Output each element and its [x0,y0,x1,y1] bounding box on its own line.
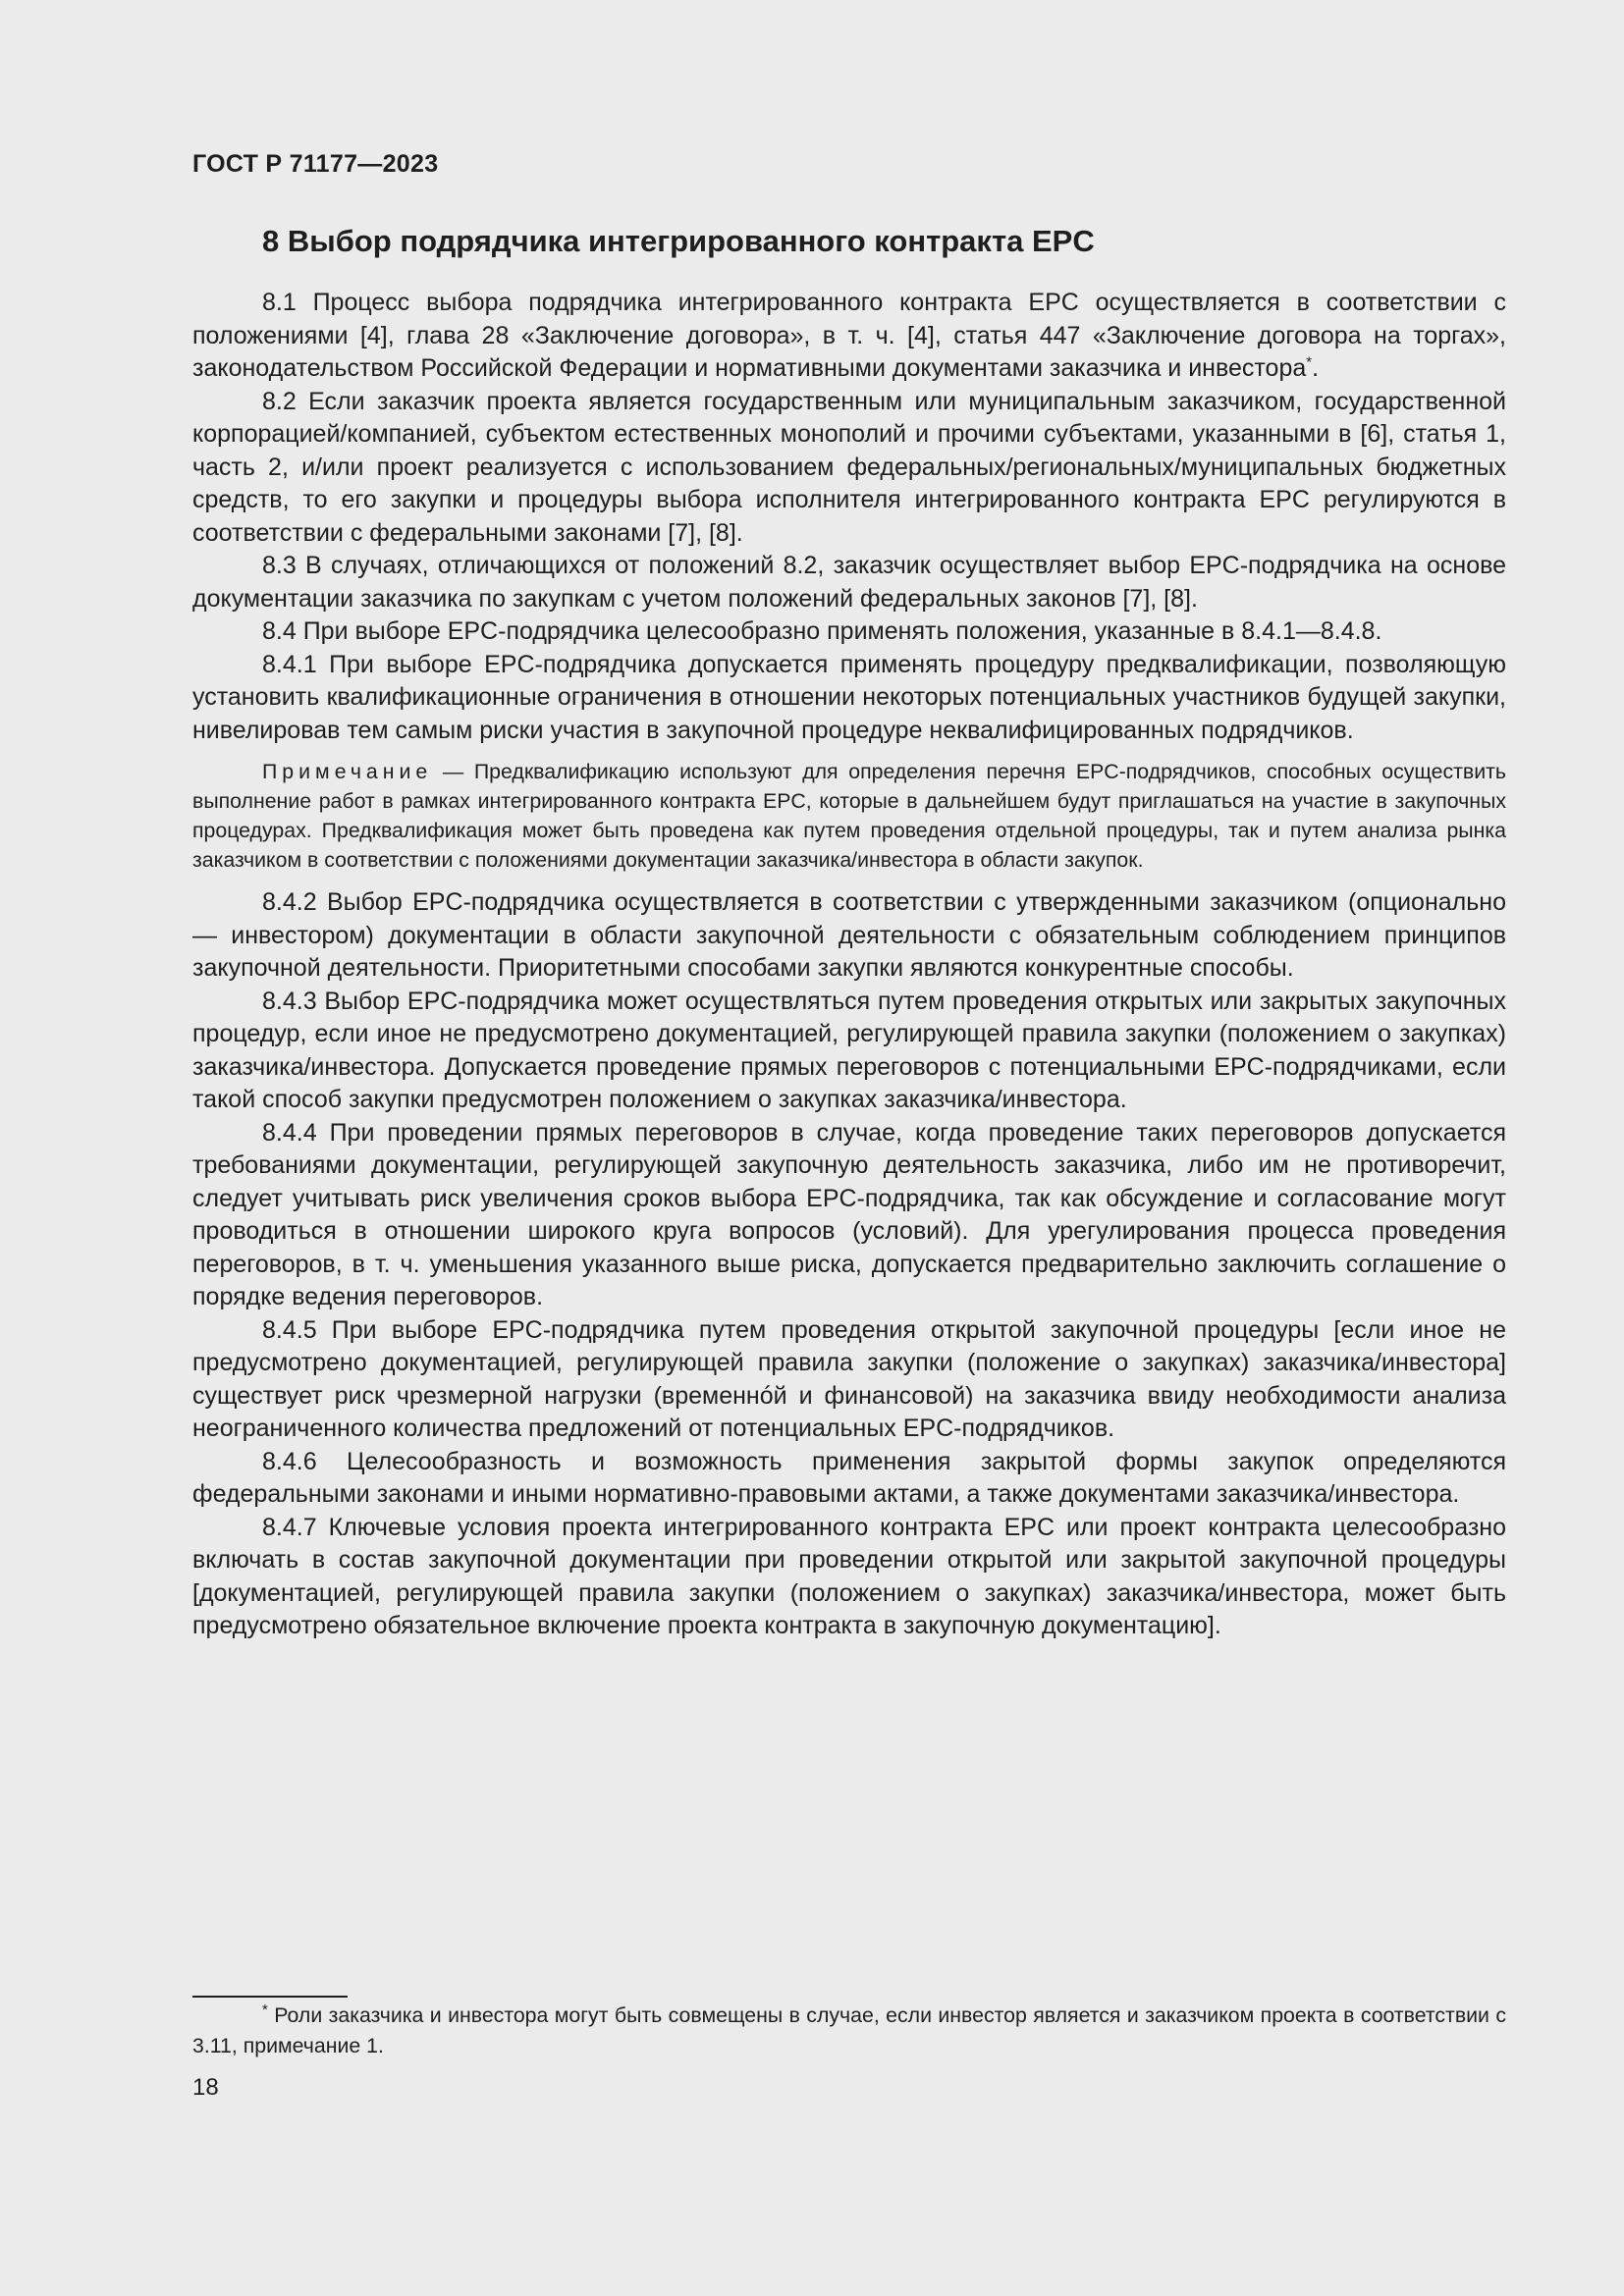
note-label: Примечание [262,760,433,783]
note [192,757,1506,875]
paragraph-8-4-1: 8.4.1 При выборе EPC-подрядчика допускается применять процедуру предквалификации, позволяющую установить квалификационные ограничения в отношении некоторых потенциальных участников будущей закупки, нивелировав тем самым риски участия в закупочной процедуре неквалифицированных подрядчиков. [192,650,1506,744]
paragraph-8-2: 8.2 Если заказчик проекта является государственным или муниципальным заказчиком, государственной корпорацией/компанией, субъектом естественных монополий и прочими субъектами, указанными в [6], статья 1, часть 2, и/или проект реализуется с использованием федеральных/региональных/муниципальных бюджетных средств, то его закупки и процедуры выбора исполнителя интегрированного контракта EPC регулируются в соответствии с федеральными законами [7], [8]. [192,387,1506,547]
document-body [192,287,1506,1643]
footnote-mark: * [262,2001,268,2018]
paragraph-8-4-4: 8.4.4 При проведении прямых переговоров в случае, когда проведение таких переговоров допускается требованиями документации, регулирующей закупочную деятельность заказчика, либо им не противоречит, следует учитывать риск увеличения сроков выбора EPC-подрядчика, так как обсуждение и согласование могут проводиться в отношении широкого круга вопросов (условий). Для урегулирования процесса проведения переговоров, в т. ч. уменьшения указанного выше риска, допускается предварительно заключить соглашение о порядке ведения переговоров. [192,1118,1506,1310]
footnote-text: Роли заказчика и инвестора могут быть совмещены в случае, если инвестор является и заказчиком проекта в соответствии с 3.11, примечание 1. [192,2003,1506,2057]
paragraph-8-1-end: . [1312,354,1320,382]
paragraph-8-4-3: 8.4.3 Выбор EPC-подрядчика может осуществляться путем проведения открытых или закрытых закупочных процедур, если иное не предусмотрено документацией, регулирующей правила закупки (положением о закупках) заказчика/инвестора. Допускается проведение прямых переговоров с потенциальными EPC-подрядчиками, если такой способ закупки предусмотрен положением о закупках заказчика/инвестора. [192,987,1506,1113]
paragraph-8-4-2: 8.4.2 Выбор EPC-подрядчика осуществляется в соответствии с утвержденными заказчиком (опционально — инвестором) документации в области закупочной деятельности с обязательным соблюдением принципов закупочной деятельности. Приоритетными способами закупки являются конкурентные способы. [192,888,1506,982]
paragraph-8-1-text: 8.1 Процесс выбора подрядчика интегрированного контракта EPC осуществляется в соответствии с положениями [4], глава 28 «Заключение договора», в т. ч. [4], статья 447 «Заключение договора на торгах», законодательством Российской Федерации и нормативными документами заказчика и инвестора [192,289,1506,382]
page-number: 18 [192,2074,219,2101]
paragraph-8-4-7: 8.4.7 Ключевые условия проекта интегрированного контракта EPC или проект контракта целесообразно включать в состав закупочной документации при проведении открытой или закрытой закупочной процедуры [документацией, регулирующей правила закупки (положением о закупках) заказчика/инвестора, может быть предусмотрено обязательное включение проекта контракта в закупочную документацию]. [192,1513,1506,1639]
document-header: ГОСТ Р 71177—2023 [192,150,439,178]
paragraph-8-4: 8.4 При выборе EPC-подрядчика целесообразно применять положения, указанные в 8.4.1—8.4.8. [262,617,1382,645]
footnote-reference: * [1306,353,1313,371]
paragraph-8-1 [192,287,1506,386]
paragraph-8-4-5: 8.4.5 При выборе EPC-подрядчика путем проведения открытой закупочной процедуры [если иное не предусмотрено документацией, регулирующей правила закупки (положение о закупках) заказчика/инвестора] существует риск чрезмерной нагрузки (временнóй и финансовой) на заказчика ввиду необходимости анализа неограниченного количества предложений от потенциальных EPC-подрядчиков. [192,1315,1506,1442]
note-text: — Предквалификацию используют для определения перечня EPC-подрядчиков, способных осуществить выполнение работ в рамках интегрированного контракта EPC, которые в дальнейшем будут приглашаться на участие в закупочных процедурах. Предквалификация может быть проведена как путем проведения отдельной процедуры, так и путем анализа рынка заказчиком в соответствии с положениями документации заказчика/инвестора в области закупок. [192,760,1506,872]
footnote [192,2001,1506,2061]
paragraph-8-3: 8.3 В случаях, отличающихся от положений 8.2, заказчик осуществляет выбор EPC-подрядчика на основе документации заказчика по закупкам с учетом положений федеральных законов [7], [8]. [192,552,1506,613]
footnote-divider [192,1996,348,1998]
section-heading: 8 Выбор подрядчика интегрированного контракта EPC [262,224,1095,258]
paragraph-8-4-6: 8.4.6 Целесообразность и возможность применения закрытой формы закупок определяются федеральными законами и иными нормативно-правовыми актами, а также документами заказчика/инвестора. [192,1447,1506,1508]
